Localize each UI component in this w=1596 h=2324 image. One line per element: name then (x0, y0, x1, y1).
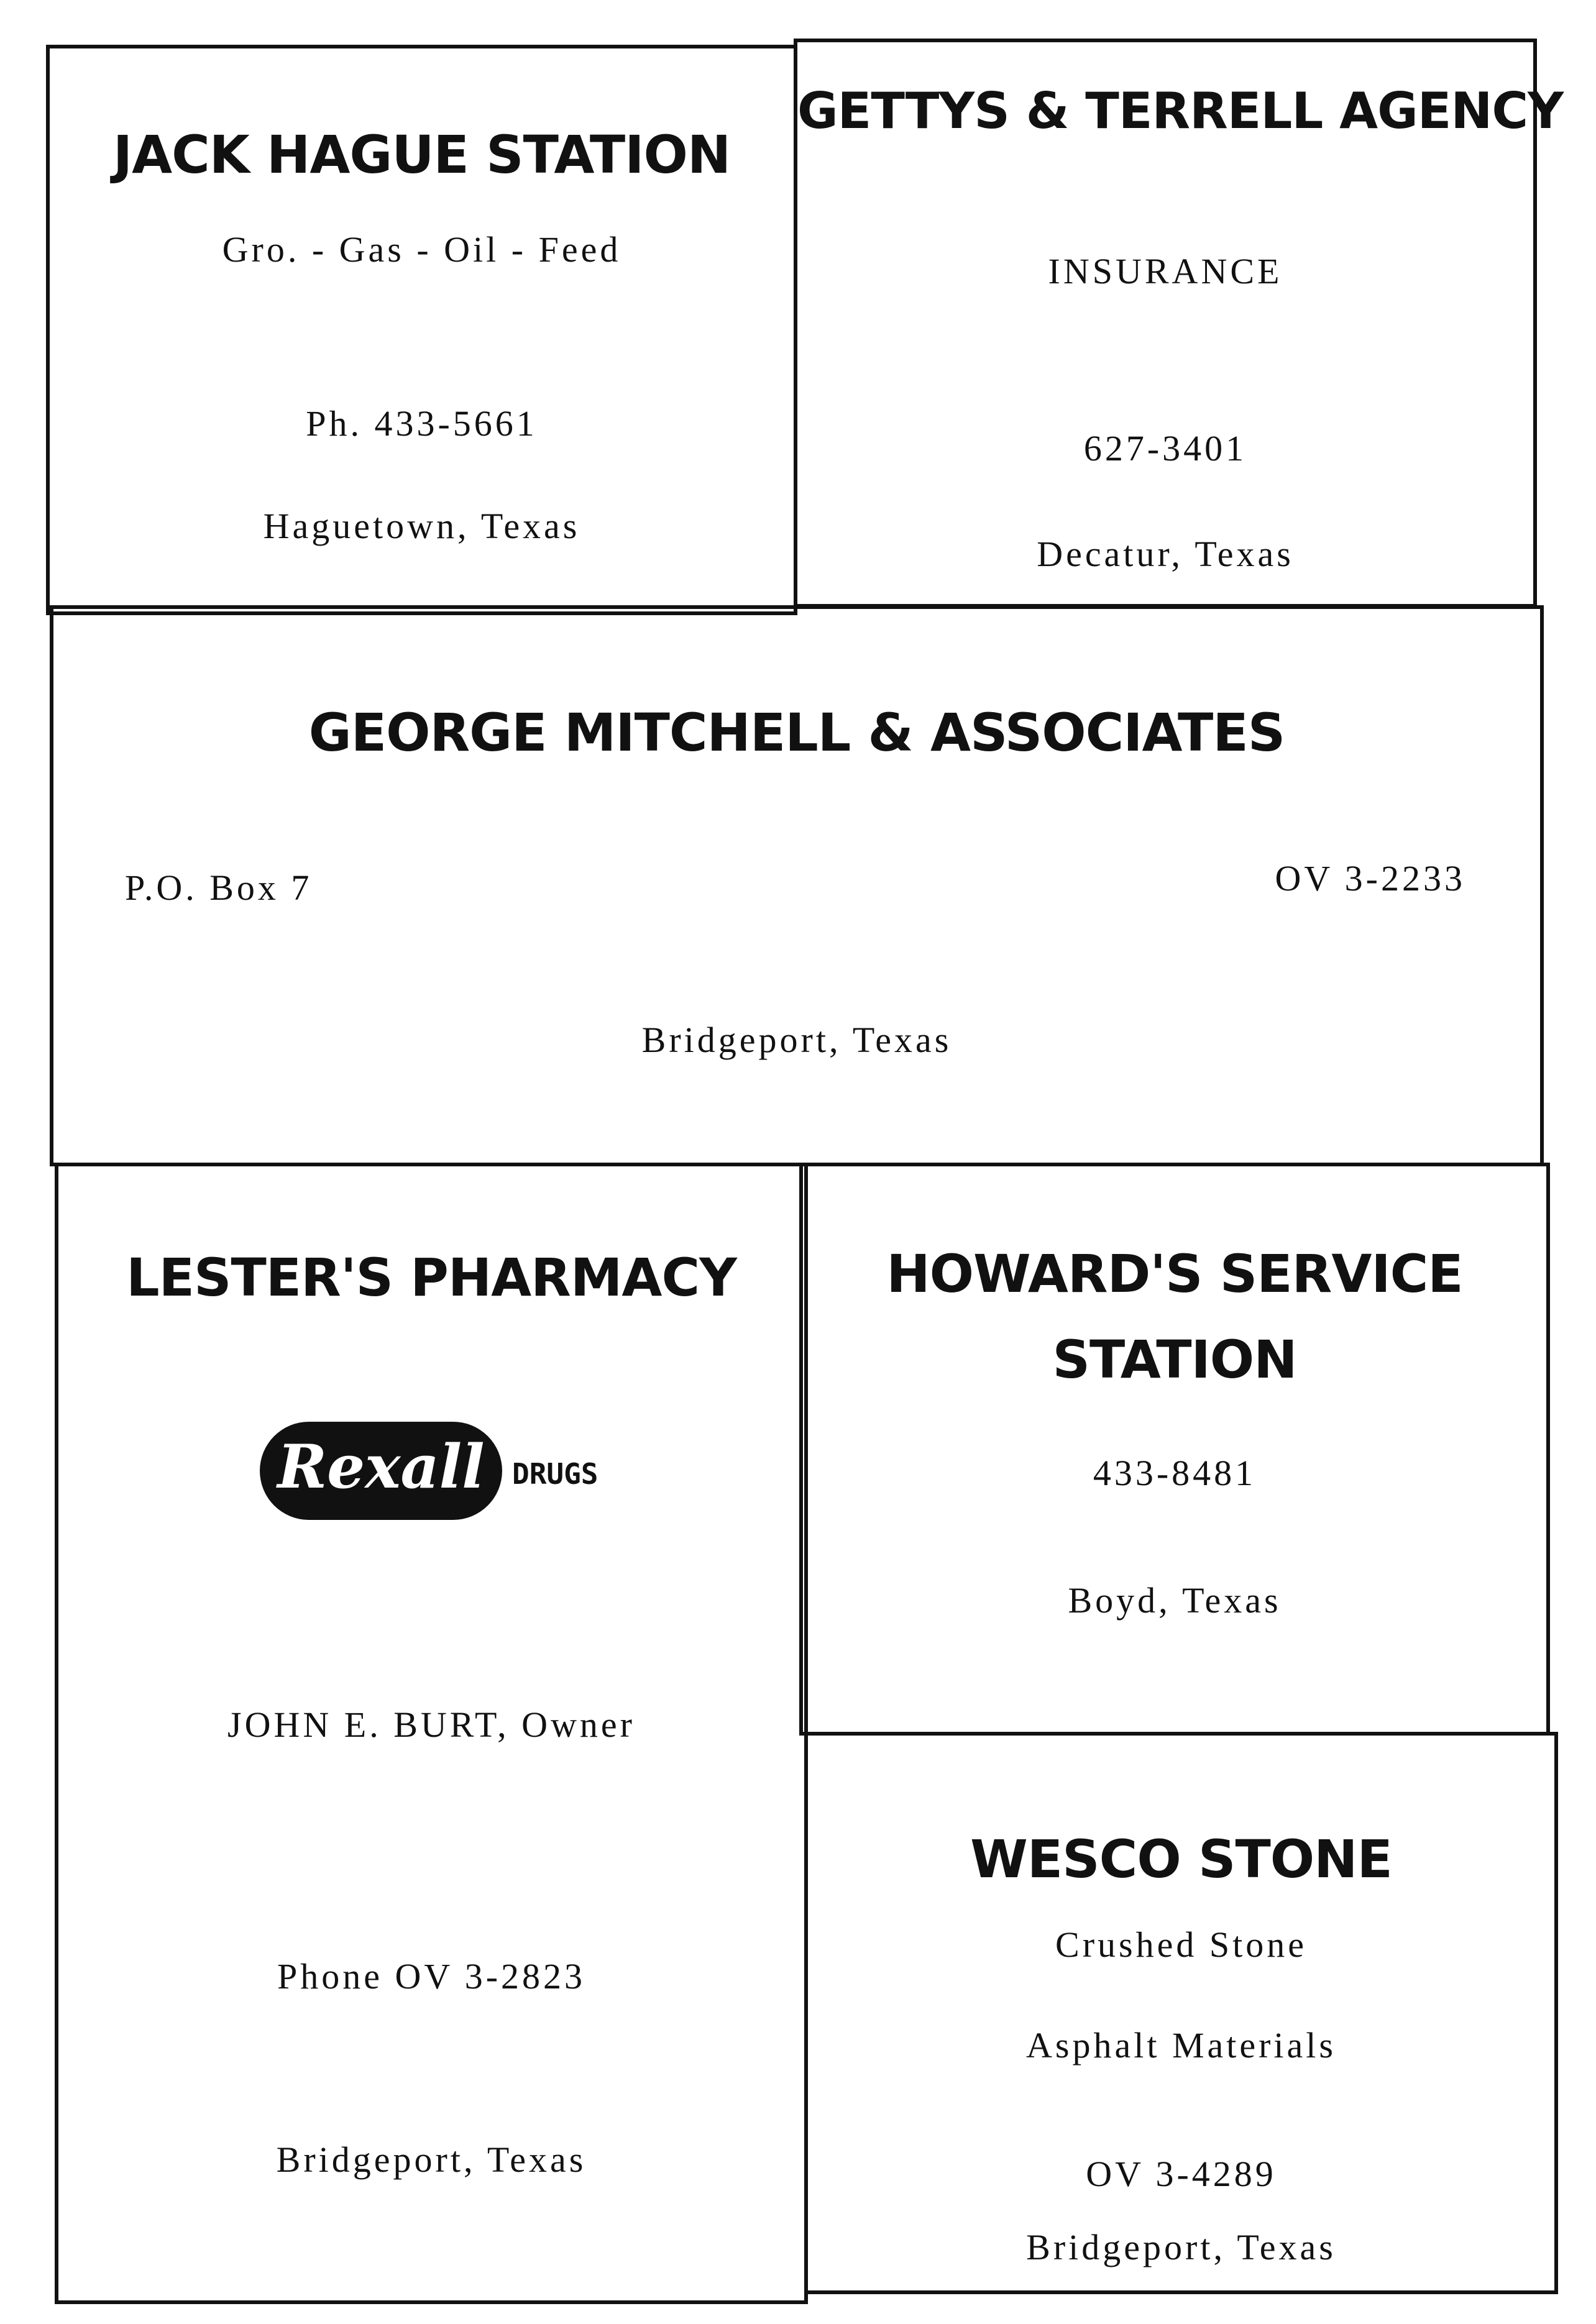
ad-product-1: Crushed Stone (1055, 1924, 1307, 1965)
ad-phone: 433-8481 (1093, 1453, 1257, 1493)
ad-title: GETTYS & TERRELL AGENCY (797, 82, 1563, 140)
ad-title: LESTER'S PHARMACY (126, 1247, 736, 1308)
ad-phone: OV 3-4289 (1086, 2154, 1277, 2194)
ad-services: Gro. - Gas - Oil - Feed (222, 229, 621, 270)
ad-address: P.O. Box 7 (125, 867, 313, 908)
drugs-logo-text: DRUGS (512, 1457, 598, 1491)
ad-jack-hague-station (46, 45, 797, 615)
ad-lesters-pharmacy (55, 1163, 808, 2304)
ad-title: WESCO STONE (970, 1829, 1392, 1890)
ad-owner: JOHN E. BURT, Owner (227, 1704, 635, 1745)
ad-phone: Ph. 433-5661 (306, 403, 538, 444)
ad-city: Decatur, Texas (1037, 534, 1294, 574)
ad-howards-service-station (799, 1163, 1550, 1736)
ad-product-2: Asphalt Materials (1026, 2025, 1336, 2066)
ad-city: Bridgeport, Texas (1026, 2227, 1336, 2267)
ad-phone: Phone OV 3-2823 (277, 1956, 586, 1997)
ad-city: Bridgeport, Texas (276, 2139, 587, 2180)
ad-title: GEORGE MITCHELL & ASSOCIATES (308, 702, 1285, 763)
rexall-drugs-logo (58, 1418, 804, 1524)
rexall-logo-icon (257, 1418, 605, 1524)
rexall-logo-text: Rexall (277, 1432, 485, 1502)
ad-city: Bridgeport, Texas (641, 1020, 952, 1060)
ad-george-mitchell-associates (50, 605, 1544, 1166)
ad-title: JACK HAGUE STATION (112, 124, 731, 185)
ad-phone: OV 3-2233 (1275, 858, 1465, 899)
ad-city: Boyd, Texas (1068, 1580, 1282, 1621)
ad-title-line2: STATION (1052, 1329, 1297, 1390)
ad-title-line1: HOWARD'S SERVICE (886, 1243, 1463, 1304)
ad-category: INSURANCE (1048, 251, 1283, 291)
ad-gettys-terrell-agency (794, 39, 1563, 608)
ad-wesco-stone (804, 1732, 1558, 2294)
ad-city: Haguetown, Texas (263, 506, 580, 546)
ad-phone: 627-3401 (1083, 428, 1247, 469)
